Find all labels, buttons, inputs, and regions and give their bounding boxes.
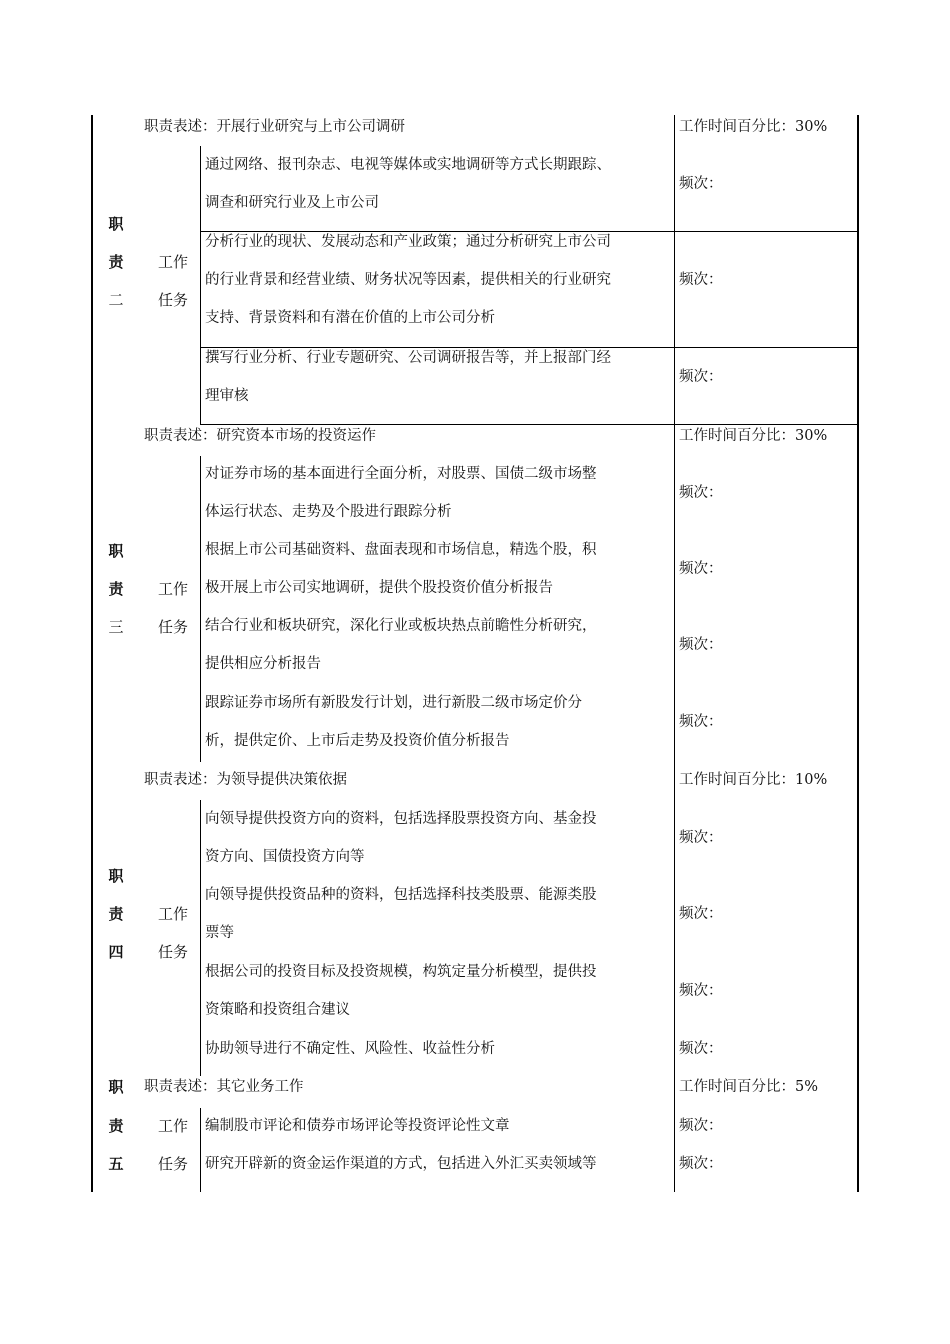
- task-column-border: [200, 1108, 201, 1192]
- duty-statement: 职责表述：开展行业研究与上市公司调研: [144, 119, 405, 135]
- section-label-char: 责: [108, 253, 124, 271]
- task-text: 通过网络、报刊杂志、电视等媒体或实地调研等方式长期跟踪、 调查和研究行业及上市公司: [205, 157, 611, 211]
- section-label-char: 五: [108, 1155, 124, 1173]
- frequency-label: 频次：: [679, 485, 723, 501]
- frequency-label: 频次：: [679, 906, 723, 922]
- task-column-border: [200, 800, 201, 1076]
- section-label-char: 职: [108, 542, 124, 560]
- work-task-label: 工作: [157, 580, 188, 598]
- section-label-char: 四: [108, 943, 124, 961]
- section-label-char: 责: [108, 1117, 124, 1135]
- work-task-label: 任务: [157, 1155, 188, 1173]
- frequency-label: 频次：: [679, 830, 723, 846]
- section-label-char: 责: [108, 580, 124, 598]
- frequency-label: 频次：: [679, 272, 723, 288]
- right-border: [857, 115, 859, 1192]
- duty-statement: 职责表述：为领导提供决策依据: [144, 772, 347, 788]
- task-text: 撰写行业分析、行业专题研究、公司调研报告等，并上报部门经 理审核: [205, 350, 611, 404]
- work-task-label: 工作: [157, 905, 188, 923]
- left-border: [91, 115, 93, 1192]
- task-text: 对证券市场的基本面进行全面分析，对股票、国债二级市场整 体运行状态、走势及个股进行跟踪分析: [205, 466, 597, 520]
- work-task-label: 任务: [157, 943, 188, 961]
- frequency-label: 频次：: [679, 1118, 723, 1134]
- time-percent: 工作时间百分比：10%: [679, 772, 828, 788]
- task-column-border: [200, 146, 201, 424]
- work-task-label: 工作: [157, 253, 188, 271]
- work-task-label: 工作: [157, 1117, 188, 1135]
- task-text: 编制股市评论和债券市场评论等投资评论性文章: [205, 1118, 510, 1134]
- frequency-label: 频次：: [679, 637, 723, 653]
- frequency-label: 频次：: [679, 1041, 723, 1057]
- frequency-label: 频次：: [679, 561, 723, 577]
- frequency-label: 频次：: [679, 983, 723, 999]
- duty-statement: 职责表述：研究资本市场的投资运作: [144, 428, 376, 444]
- section-label-char: 职: [108, 1078, 124, 1096]
- work-task-label: 任务: [157, 291, 188, 309]
- frequency-label: 频次：: [679, 176, 723, 192]
- task-text: 协助领导进行不确定性、风险性、收益性分析: [205, 1041, 495, 1057]
- task-text: 向领导提供投资品种的资料，包括选择科技类股票、能源类股 票等: [205, 887, 597, 941]
- time-percent: 工作时间百分比：5%: [679, 1079, 819, 1095]
- task-text: 根据公司的投资目标及投资规模，构筑定量分析模型，提供投 资策略和投资组合建议: [205, 964, 597, 1018]
- task-text: 分析行业的现状、发展动态和产业政策；通过分析研究上市公司 的行业背景和经营业绩、财务状况等因素，提供相关的行业研究 支持、背景资料和有潜在价值的上市公司分析: [205, 234, 611, 326]
- task-column-border: [200, 456, 201, 762]
- section-label-char: 三: [108, 618, 124, 636]
- task-text: 根据上市公司基础资料、盘面表现和市场信息，精选个股，积 极开展上市公司实地调研，提供个股投资价值分析报告: [205, 542, 597, 596]
- frequency-label: 频次：: [679, 1156, 723, 1172]
- time-percent: 工作时间百分比：30%: [679, 428, 828, 444]
- work-task-label: 任务: [157, 618, 188, 636]
- section-label-char: 责: [108, 905, 124, 923]
- frequency-label: 频次：: [679, 369, 723, 385]
- time-percent: 工作时间百分比：30%: [679, 119, 828, 135]
- task-text: 向领导提供投资方向的资料，包括选择股票投资方向、基金投 资方向、国债投资方向等: [205, 811, 597, 865]
- duty-statement: 职责表述：其它业务工作: [144, 1079, 304, 1095]
- task-text: 跟踪证券市场所有新股发行计划，进行新股二级市场定价分 析，提供定价、上市后走势及投资价值分析报告: [205, 695, 582, 749]
- task-text: 结合行业和板块研究，深化行业或板块热点前瞻性分析研究， 提供相应分析报告: [205, 618, 597, 672]
- section-label-char: 二: [108, 291, 124, 309]
- task-text: 研究开辟新的资金运作渠道的方式，包括进入外汇买卖领域等: [205, 1156, 597, 1172]
- section-label-char: 职: [108, 867, 124, 885]
- section-label-char: 职: [108, 215, 124, 233]
- frequency-label: 频次：: [679, 714, 723, 730]
